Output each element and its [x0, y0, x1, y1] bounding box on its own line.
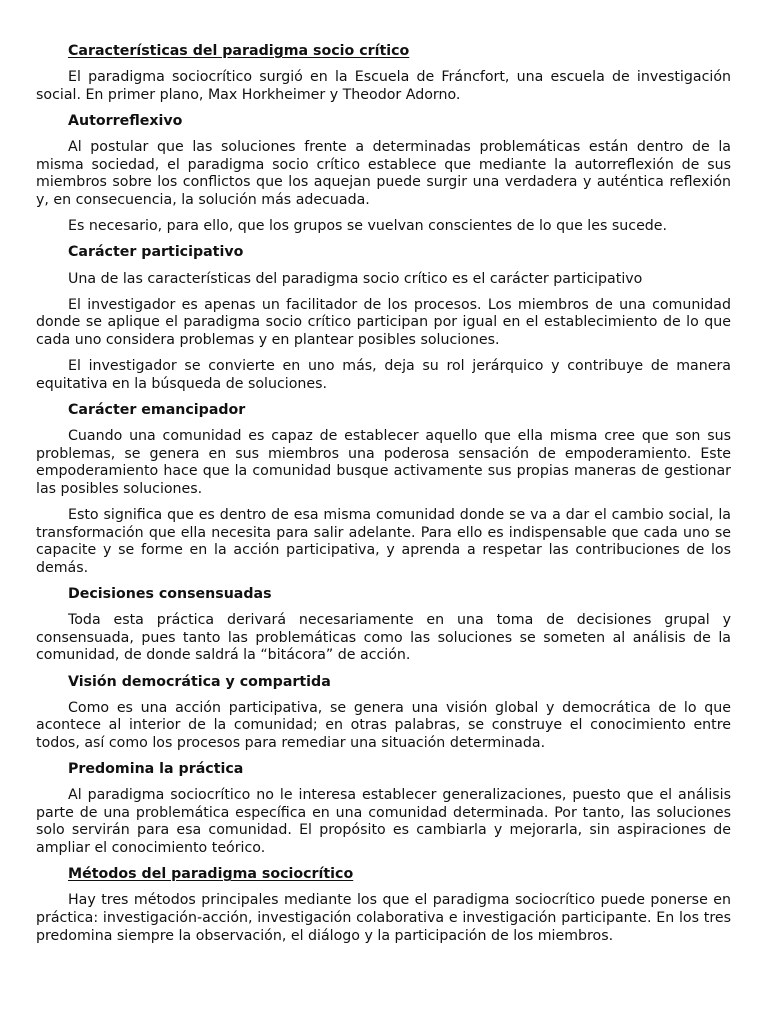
- paragraph-metodos-1: Hay tres métodos principales mediante los que el paradigma sociocrítico puede ponerse en práctica: investigación-acción, investigación colaborativa e investigación participante. En los tres predomina siempre la observación, el diálogo y la participación de los miembros.: [36, 892, 731, 944]
- paragraph-participativo-2: El investigador es apenas un facilitador de los procesos. Los miembros de una comunidad donde se aplique el paradigma socio crítico participan por igual en el establecimiento de lo que cada uno considera problemas y en plantear posibles soluciones.: [36, 296, 731, 348]
- paragraph-participativo-1: Una de las características del paradigma socio crítico es el carácter participativo: [68, 270, 643, 287]
- heading-emancipador: Carácter emancipador: [68, 401, 246, 418]
- heading-autorreflexivo: Autorreflexivo: [68, 112, 183, 129]
- paragraph-intro: El paradigma sociocrítico surgió en la Escuela de Fráncfort, una escuela de investigación social. En primer plano, Max Horkheimer y Theodor Adorno.: [36, 69, 731, 103]
- paragraph-emancipador-2: Esto significa que es dentro de esa misma comunidad donde se va a dar el cambio social, la transformación que ella necesita para salir adelante. Para ello es indispensable que cada uno se capacite y se forme en la acción participativa, y aprenda a respetar las contribuciones de los demás.: [36, 507, 731, 576]
- heading-consensuadas: Decisiones consensuadas: [68, 585, 272, 602]
- paragraph-democratica-1: Como es una acción participativa, se genera una visión global y democrática de lo que acontece al interior de la comunidad; en otras palabras, se construye el conocimiento entre todos, así como los procesos para remediar una situación determinada.: [36, 699, 731, 751]
- paragraph-participativo-3: El investigador se convierte en uno más, deja su rol jerárquico y contribuye de manera equitativa en la búsqueda de soluciones.: [36, 358, 731, 392]
- section-title-caracteristicas: Características del paradigma socio crítico: [68, 43, 410, 59]
- heading-practica: Predomina la práctica: [68, 761, 244, 778]
- paragraph-autorreflexivo-1: Al postular que las soluciones frente a determinadas problemáticas están dentro de la misma sociedad, el paradigma socio crítico establece que mediante la autorreflexión de sus miembros sobre los conflictos que los aquejan puede surgir una verdadera y auténtica reflexión y, en consecuencia, la solución más adecuada.: [36, 139, 731, 208]
- paragraph-autorreflexivo-2: Es necesario, para ello, que los grupos se vuelvan conscientes de lo que les sucede.: [68, 218, 668, 235]
- section-title-metodos: Métodos del paradigma sociocrítico: [68, 866, 354, 883]
- paragraph-consensuadas-1: Toda esta práctica derivará necesariamente en una toma de decisiones grupal y consensuada, pues tanto las problemáticas como las soluciones se someten al análisis de la comunidad, de donde saldrá la “bitácora” de acción.: [36, 612, 731, 664]
- paragraph-emancipador-1: Cuando una comunidad es capaz de establecer aquello que ella misma cree que son sus problemas, se genera en sus miembros una poderosa sensación de empoderamiento. Este empoderamiento hace que la comunidad busque activamente sus propias maneras de gestionar las posibles soluciones.: [36, 428, 731, 497]
- paragraph-practica-1: Al paradigma sociocrítico no le interesa establecer generalizaciones, puesto que el análisis parte de una problemática específica en una comunidad determinada. Por tanto, las soluciones solo servirán para esa comunidad. El propósito es cambiarla y mejorarla, sin aspiraciones de ampliar el conocimiento teórico.: [36, 787, 731, 857]
- heading-participativo: Carácter participativo: [68, 244, 244, 261]
- heading-democratica: Visión democrática y compartida: [68, 673, 331, 690]
- document-page: [36, 43, 731, 954]
